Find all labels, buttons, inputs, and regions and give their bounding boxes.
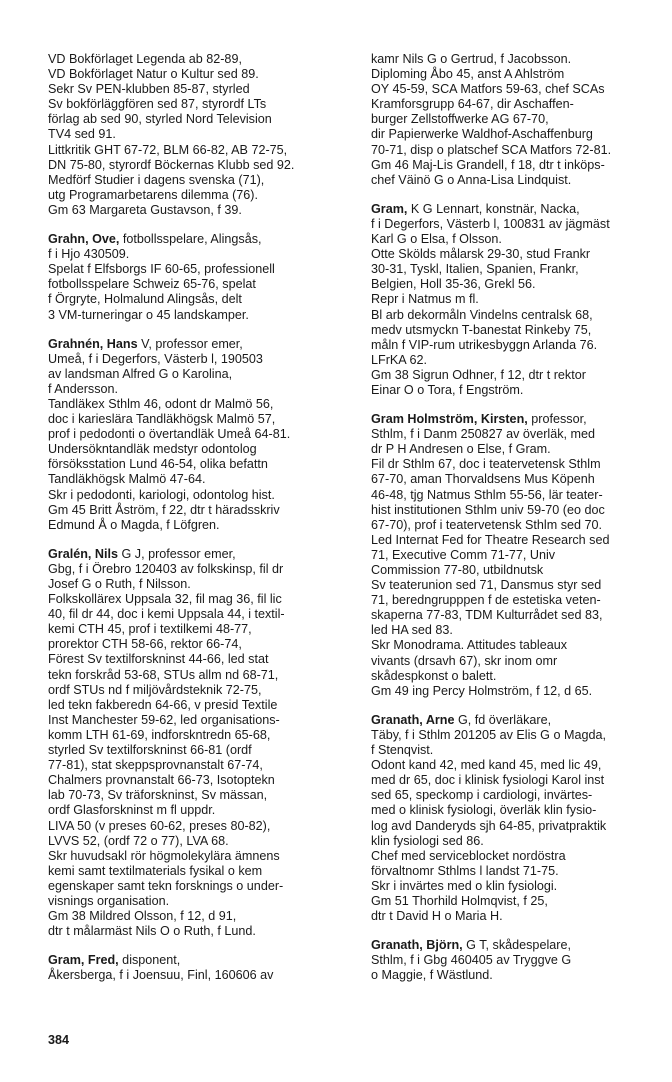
entry-text-line: Åkersberga, f i Joensuu, Finl, 160606 av — [48, 968, 274, 983]
entry-text-line: f i Degerfors, Västerb l, 100831 av jägmäst — [371, 216, 610, 231]
entry-text-line: Tandläkex Sthlm 46, odont dr Malmö 56, — [48, 396, 274, 411]
entry-text-line: Medförf Studier i dagens svenska (71), — [48, 172, 265, 187]
entry-text-line: Karl G o Elsa, f Olsson. — [371, 232, 502, 247]
entry-name: Gralén, Nils — [48, 546, 118, 561]
entry-heading-line — [371, 938, 661, 953]
entry-text-line: kemi samt textilmaterials fysikal o kem — [48, 863, 263, 878]
right-column — [371, 52, 661, 997]
biography-entry — [371, 52, 661, 188]
entry-first-line: G T, skådespelare, — [462, 938, 571, 953]
entry-text-line: Odont kand 42, med kand 45, med lic 49, — [371, 758, 602, 773]
entry-first-line: V, professor emer, — [137, 336, 243, 351]
entry-text-line: Gm 49 ing Percy Holmström, f 12, d 65. — [371, 683, 593, 698]
entry-first-line: G J, professor emer, — [118, 546, 236, 561]
entry-text-line: försöksstation Lund 46-54, olika befattn — [48, 457, 268, 472]
entry-text-line: Littkritik GHT 67-72, BLM 66-82, AB 72-75, — [48, 142, 288, 157]
entry-text-line: LIVA 50 (v preses 60-62, preses 80-82), — [48, 818, 271, 833]
entry-text-line: Belgien, Holl 35-36, Grekl 56. — [371, 277, 536, 292]
entry-text-line: Otte Skölds målarsk 29-30, stud Frankr — [371, 247, 591, 262]
entry-text-line: Gm 38 Sigrun Odhner, f 12, dtr t rektor — [371, 367, 586, 382]
entry-text-line: fotbollsspelare Schweiz 65-76, spelat — [48, 277, 256, 292]
entry-text-line: Einar O o Tora, f Engström. — [371, 382, 524, 397]
entry-text-line: dr P H Andresen o Else, f Gram. — [371, 442, 551, 457]
entry-heading-line — [371, 713, 661, 728]
entry-text-line: tekn forskråd 53-68, STUs allm nd 68-71, — [48, 667, 279, 682]
entry-heading-line — [371, 412, 661, 427]
entry-heading-line — [371, 202, 661, 217]
entry-text-line: LVVS 52, (ordf 72 o 77), LVA 68. — [48, 833, 229, 848]
entry-text-line: måln f VIP-rum utrikesbyggn Arlanda 76. — [371, 337, 598, 352]
entry-text-line: visnings organisation. — [48, 893, 170, 908]
entry-text-line: Bl arb dekormåln Vindelns centralsk 68, — [371, 307, 593, 322]
entry-text-line: 3 VM-turneringar o 45 landskamper. — [48, 307, 249, 322]
entry-text-line: lab 70-73, Sv träforskninst, Sv mässan, — [48, 788, 268, 803]
entry-text-line: OY 45-59, SCA Matfors 59-63, chef SCAs — [371, 82, 605, 97]
entry-text-line: av landsman Alfred G o Karolina, — [48, 366, 233, 381]
entry-text-line: Undersökntandläk medstyr odontolog — [48, 442, 257, 457]
entry-text-line: komm LTH 61-69, indforskntredn 65-68, — [48, 727, 271, 742]
entry-text-line: 70-71, disp o platschef SCA Matfors 72-81. — [371, 142, 612, 157]
entry-text-line: Spelat f Elfsborgs IF 60-65, professionell — [48, 262, 275, 277]
entry-first-line: G, fd överläkare, — [454, 712, 552, 727]
entry-text-line: Gm 45 Britt Åström, f 22, dtr t häradsskriv — [48, 502, 280, 517]
entry-text-line: Commission 77-80, utbildnutsk — [371, 563, 544, 577]
entry-text-line: Sv bokförläggfören sed 87, styrordf LTs — [48, 97, 267, 112]
entry-text-line: Sthlm, f i Gbg 460405 av Tryggve G — [371, 953, 572, 968]
entry-text-line: Skr huvudsakl rör högmolekylära ämnens — [48, 848, 280, 863]
entry-text-line: förlag ab sed 90, styrled Nord Television — [48, 112, 272, 127]
biography-entry — [48, 547, 340, 939]
entry-text-line: med dr 65, doc i klinisk fysiologi Karol inst — [371, 773, 605, 788]
entry-name: Grahn, Ove, — [48, 232, 120, 247]
entry-text-line: 46-48, tjg Natmus Sthlm 55-56, lär teater- — [371, 487, 603, 502]
biography-entry — [48, 232, 340, 323]
entry-text-line: Sthlm, f i Danm 250827 av överläk, med — [371, 427, 595, 442]
entry-text-line: prorektor CTH 58-66, rektor 66-74, — [48, 637, 242, 652]
entry-text-line: f Stenqvist. — [371, 743, 434, 758]
entry-first-line: fotbollsspelare, Alingsås, — [119, 232, 262, 247]
biography-entry — [371, 412, 661, 699]
entry-text-line: dir Papierwerke Waldhof-Aschaffenburg — [371, 127, 593, 142]
entry-text-line: Gbg, f i Örebro 120403 av folkskinsp, fil dr — [48, 561, 284, 576]
biography-entry — [371, 938, 661, 983]
entry-heading-line — [48, 232, 340, 247]
entry-text-line: ordf STUs nd f miljövårdsteknik 72-75, — [48, 682, 262, 697]
entry-text-line: sed 65, speckomp i cardiologi, invärtes- — [371, 788, 593, 803]
entry-text-line: Sv teaterunion sed 71, Dansmus styr sed — [371, 578, 602, 593]
entry-text-line: skådespkonst o balett. — [371, 668, 497, 683]
entry-text-line: 77-81), stat skeppsprovnanstalt 67-74, — [48, 758, 263, 773]
entry-text-line: Led Internat Fed for Theatre Research sed — [371, 532, 610, 547]
entry-text-line: Gm 38 Mildred Olsson, f 12, d 91, — [48, 909, 237, 924]
biography-entry — [371, 202, 661, 398]
entry-text-line: TV4 sed 91. — [48, 127, 116, 142]
entry-text-line: VD Bokförlaget Natur o Kultur sed 89. — [48, 67, 259, 82]
entry-text-line: Diploming Åbo 45, anst A Ahlström — [371, 67, 565, 82]
entry-first-line: professor, — [527, 412, 587, 427]
entry-text-line: Förest Sv textilforskninst 44-66, led stat — [48, 652, 269, 667]
entry-text-line: kemi CTH 45, prof i textilkemi 48-77, — [48, 622, 252, 637]
entry-text-line: medv utsmyckn T-banestat Rinkeby 75, — [371, 322, 592, 337]
entry-text-line: burger Zellstoffwerke AG 67-70, — [371, 112, 549, 127]
entry-text-line: led HA sed 83. — [371, 623, 453, 638]
entry-text-line: doc i kariеslära Tandläkhögsk Malmö 57, — [48, 412, 276, 427]
entry-text-line: Chef med serviceblocket nordöstra — [371, 848, 566, 863]
entry-text-line: hist institutionen Sthlm univ 59-70 (eo doc — [371, 502, 605, 517]
entry-text-line: 40, fil dr 44, doc i kemi Uppsala 44, i textil- — [48, 607, 285, 622]
entry-text-line: ordf Glasforskninst m fl uppdr. — [48, 803, 216, 818]
entry-text-line: med o klinisk fysiologi, överläk klin fysio- — [371, 803, 597, 818]
entry-text-line: o Maggie, f Wästlund. — [371, 968, 493, 983]
entry-text-line: Gm 63 Margareta Gustavson, f 39. — [48, 202, 242, 217]
entry-text-line: 30-31, Tyskl, Italien, Spanien, Frankr, — [371, 262, 579, 277]
entry-text-line: chef Väinö G o Anna-Lisa Lindquist. — [371, 172, 572, 187]
entry-name: Gram, Fred, — [48, 953, 119, 968]
entry-text-line: kamr Nils G o Gertrud, f Jacobsson. — [371, 52, 572, 66]
entry-text-line: klin fysiologi sed 86. — [371, 833, 484, 848]
entry-text-line: Umeå, f i Degerfors, Västerb l, 190503 — [48, 351, 263, 366]
entry-heading-line — [48, 953, 340, 968]
entry-first-line: disponent, — [118, 953, 181, 968]
entry-text-line: f i Hjo 430509. — [48, 247, 130, 262]
entry-text-line: Josef G o Ruth, f Nilsson. — [48, 577, 191, 591]
entry-text-line: styrled Sv textilforskninst 66-81 (ordf — [48, 743, 252, 758]
entry-text-line: Skr i pedodonti, kariologi, odontolog hist. — [48, 487, 275, 502]
biography-entry — [48, 337, 340, 533]
entry-text-line: förvaltnomr Sthlms l landst 71-75. — [371, 863, 559, 878]
entry-text-line: Fil dr Sthlm 67, doc i teatervetensk Sthlm — [371, 457, 601, 472]
left-column — [48, 52, 340, 997]
entry-text-line: 67-70, aman Thorvaldsens Mus Köpenh — [371, 472, 595, 487]
entry-text-line: Folkskollärex Uppsala 32, fil mag 36, fil lic — [48, 592, 282, 607]
page-number: 384 — [48, 1033, 70, 1047]
entry-text-line: Kramforsgrupp 64-67, dir Aschaffen- — [371, 97, 574, 112]
entry-text-line: Gm 46 Maj-Lis Grandell, f 18, dtr t inköps- — [371, 157, 605, 172]
entry-text-line: prof i pedodonti o övertandläk Umeå 64-81. — [48, 427, 291, 442]
entry-text-line: Skr Monodrama. Attitudes tableaux — [371, 638, 568, 653]
entry-text-line: f Örgryte, Holmalund Alingsås, delt — [48, 292, 242, 307]
entry-text-line: dtr t David H o Maria H. — [371, 909, 503, 924]
entry-name: Gram, — [371, 201, 408, 216]
entry-text-line: utg Programarbetarens dilemma (76). — [48, 187, 258, 202]
entry-text-line: vivants (drsavh 67), skr inom omr — [371, 653, 558, 668]
entry-text-line: Skr i invärtes med o klin fysiologi. — [371, 878, 558, 893]
entry-text-line: led tekn fakberedn 64-66, v presid Textile — [48, 697, 278, 712]
entry-name: Gram Holmström, Kirsten, — [371, 412, 528, 427]
entry-text-line: 67-70), prof i teatervetensk Sthlm sed 70. — [371, 517, 603, 532]
entry-text-line: 71, Executive Comm 71-77, Univ — [371, 547, 556, 562]
entry-text-line: Sekr Sv PEN-klubben 85-87, styrled — [48, 82, 250, 97]
entry-text-line: VD Bokförlaget Legenda ab 82-89, — [48, 52, 242, 66]
entry-text-line: LFrKA 62. — [371, 352, 428, 367]
entry-text-line: Täby, f i Sthlm 201205 av Elis G o Magda, — [371, 727, 606, 742]
entry-text-line: Inst Manchester 59-62, led organisations- — [48, 712, 280, 727]
entry-text-line: Gm 51 Thorhild Holmqvist, f 25, — [371, 893, 548, 908]
entry-name: Granath, Arne — [371, 712, 455, 727]
entry-name: Grahnén, Hans — [48, 336, 138, 351]
biography-entry — [48, 52, 340, 218]
biography-entry — [48, 953, 340, 983]
entry-text-line: f Andersson. — [48, 381, 119, 396]
entry-text-line: log avd Danderyds sjh 64-85, privatpraktik — [371, 818, 607, 833]
entry-text-line: Repr i Natmus m fl. — [371, 292, 479, 307]
entry-text-line: dtr t målarmäst Nils O o Ruth, f Lund. — [48, 924, 256, 939]
entry-heading-line — [48, 337, 340, 352]
entry-text-line: Edmund Å o Magda, f Löfgren. — [48, 517, 220, 532]
entry-text-line: 71, beredngrupppen f de estetiska veten- — [371, 593, 601, 608]
entry-text-line: DN 75-80, styrordf Böckernas Klubb sed 92. — [48, 157, 295, 172]
entry-name: Granath, Björn, — [371, 938, 463, 953]
biography-entry — [371, 713, 661, 924]
entry-text-line: Tandläkhögsk Malmö 47-64. — [48, 472, 206, 487]
entry-first-line: K G Lennart, konstnär, Nacka, — [407, 201, 580, 216]
entry-heading-line — [48, 547, 340, 562]
entry-text-line: Chalmers provnanstalt 66-73, Isotoptekn — [48, 773, 275, 788]
entry-text-line: egenskaper samt tekn forsknings o under- — [48, 878, 284, 893]
entry-text-line: skaperna 77-83, TDM Kulturrådet sed 83, — [371, 608, 603, 623]
